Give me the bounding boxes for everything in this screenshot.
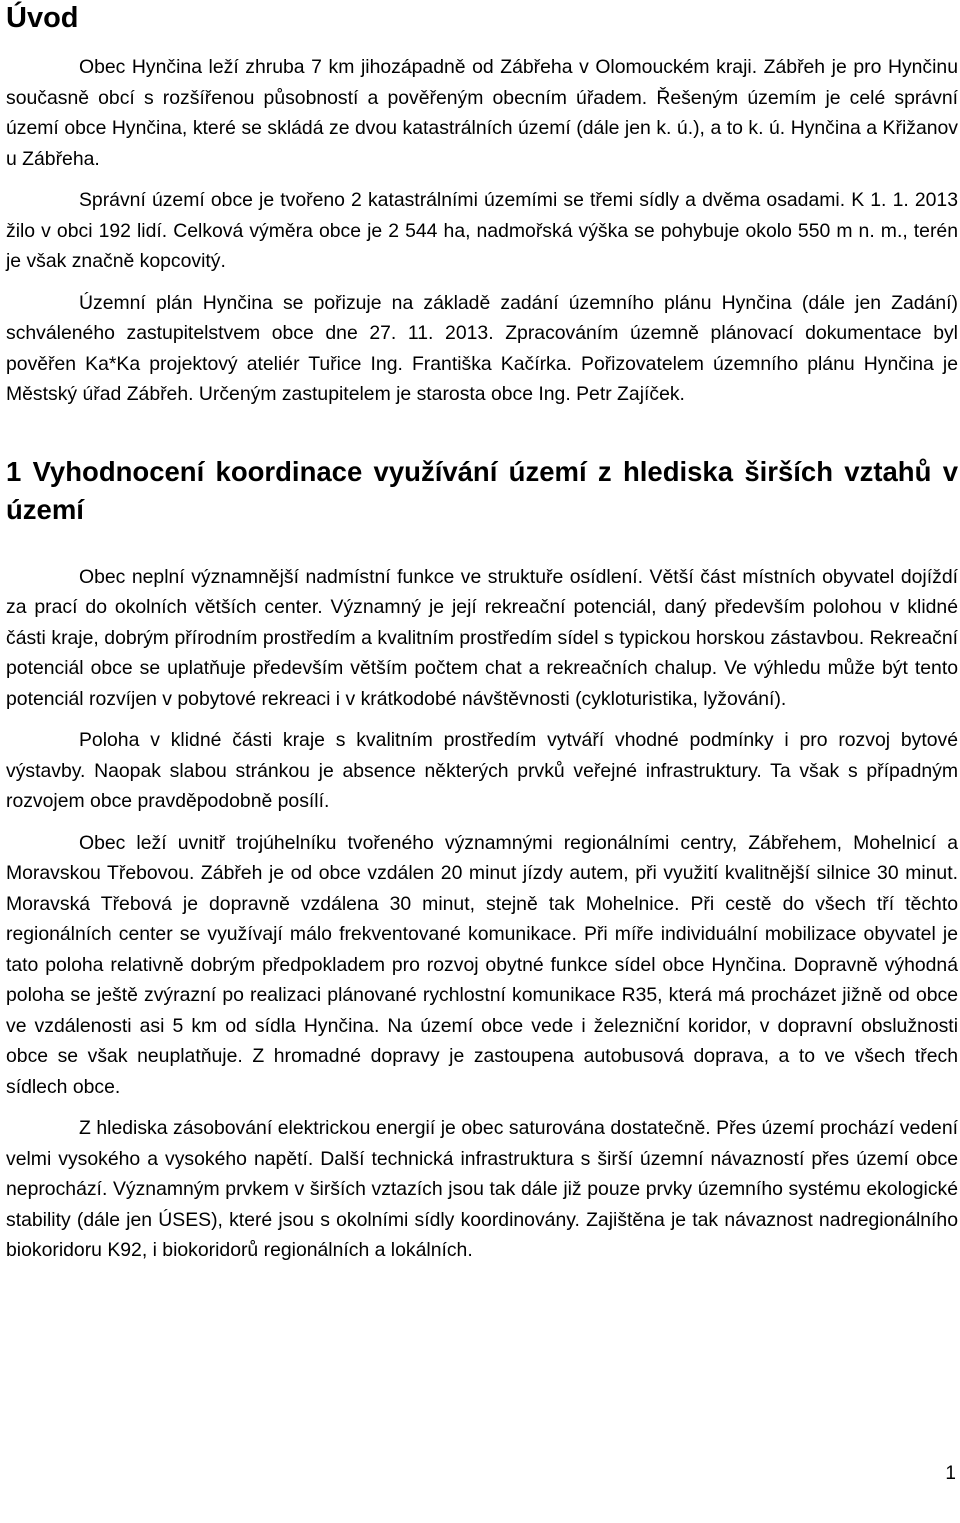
intro-paragraph-1: Obec Hynčina leží zhruba 7 km jihozápadně od Zábřeha v Olomouckém kraji. Zábřeh je pro Hynčinu současně obcí s rozšířenou působností a pověřeným obecním úřadem. Řešeným územím je celé správní území obce Hynčina, které se skládá ze dvou katastrálních území (dále jen k. ú.), a to k. ú. Hynčina a Křižanov u Zábřeha. [6,56,958,170]
section-1-paragraph-2: Poloha v klidné části kraje s kvalitním prostředím vytváří vhodné podmínky i pro rozvoj bytové výstavby. Naopak slabou stránkou je absence některých prvků veřejné infrastruktury. Ta však s případným rozvojem obce pravděpodobně posílí. [6,729,958,812]
page-number: 1 [945,1463,956,1484]
intro-heading: Úvod [6,2,79,34]
intro-paragraph-2: Správní území obce je tvořeno 2 katastrálními územími se třemi sídly a dvěma osadami. K 1. 1. 2013 žilo v obci 192 lidí. Celková výměra obce je 2 544 ha, nadmořská výška se pohybuje okolo 550 m n. m., terén je však značně kopcovitý. [6,189,958,272]
section-1-heading: 1 Vyhodnocení koordinace využívání území z hlediska širších vztahů v území [6,455,958,525]
section-1-paragraph-3: Obec leží uvnitř trojúhelníku tvořeného významnými regionálními centry, Zábřehem, Mohelnicí a Moravskou Třebovou. Zábřeh je od obce vzdálen 20 minut jízdy autem, při využití kvalitnější silnice 30 minut. Moravská Třebová je dopravně vzdálena 30 minut, stejně tak Mohelnice. Při cestě do všech tří těchto regionálních center se využívají málo frekventované komunikace. Při míře individuální mobilizace obyvatel je tato poloha relativně dobrým předpokladem pro rozvoj obytné funkce sídel obce Hynčina. Dopravně výhodná poloha se ještě zvýrazní po realizaci plánované rychlostní komunikace R35, která má procházet jižně od obce ve vzdálenosti asi 5 km od sídla Hynčina. Na území obce vede i železniční koridor, v dopravní obslužnosti obce se však neuplatňuje. Z hromadné dopravy je zastoupena autobusová doprava, a to ve všech třech sídlech obce. [6,831,958,1098]
intro-paragraph-3: Územní plán Hynčina se pořizuje na základě zadání územního plánu Hynčina (dále jen Zadání) schváleného zastupitelstvem obce dne 27. 11. 2013. Zpracováním územně plánovací dokumentace byl pověřen Ka*Ka projektový ateliér Tuřice Ing. Františka Kačírka. Pořizovatelem územního plánu Hynčina je Městský úřad Zábřeh. Určeným zastupitelem je starosta obce Ing. Petr Zajíček. [6,291,958,405]
document-page [6,0,958,1266]
section-1-paragraph-4: Z hlediska zásobování elektrickou energií je obec saturována dostatečně. Přes území prochází vedení velmi vysokého a vysokého napětí. Další technická infrastruktura s širší územní návazností přes území obce neprochází. Významným prvkem v širších vztazích jsou tak dále již pouze prvky územního systému ekologické stability (dále jen ÚSES), které jsou s okolními sídly koordinovány. Zajištěna je tak návaznost nadregionálního biokoridoru K92, i biokoridorů regionálních a lokálních. [6,1117,958,1261]
section-1-paragraph-1: Obec neplní významnější nadmístní funkce ve struktuře osídlení. Větší část místních obyvatel dojíždí za prací do okolních větších center. Významný je její rekreační potenciál, daný především polohou v klidné části kraje, dobrým přírodním prostředím a kvalitním prostředím sídel s typickou horskou zástavbou. Rekreační potenciál obce se uplatňuje především větším počtem chat a rekreačních chalup. Ve výhledu může být tento potenciál rozvíjen v pobytové rekreaci i v krátkodobé návštěvnosti (cykloturistika, lyžování). [6,565,958,710]
